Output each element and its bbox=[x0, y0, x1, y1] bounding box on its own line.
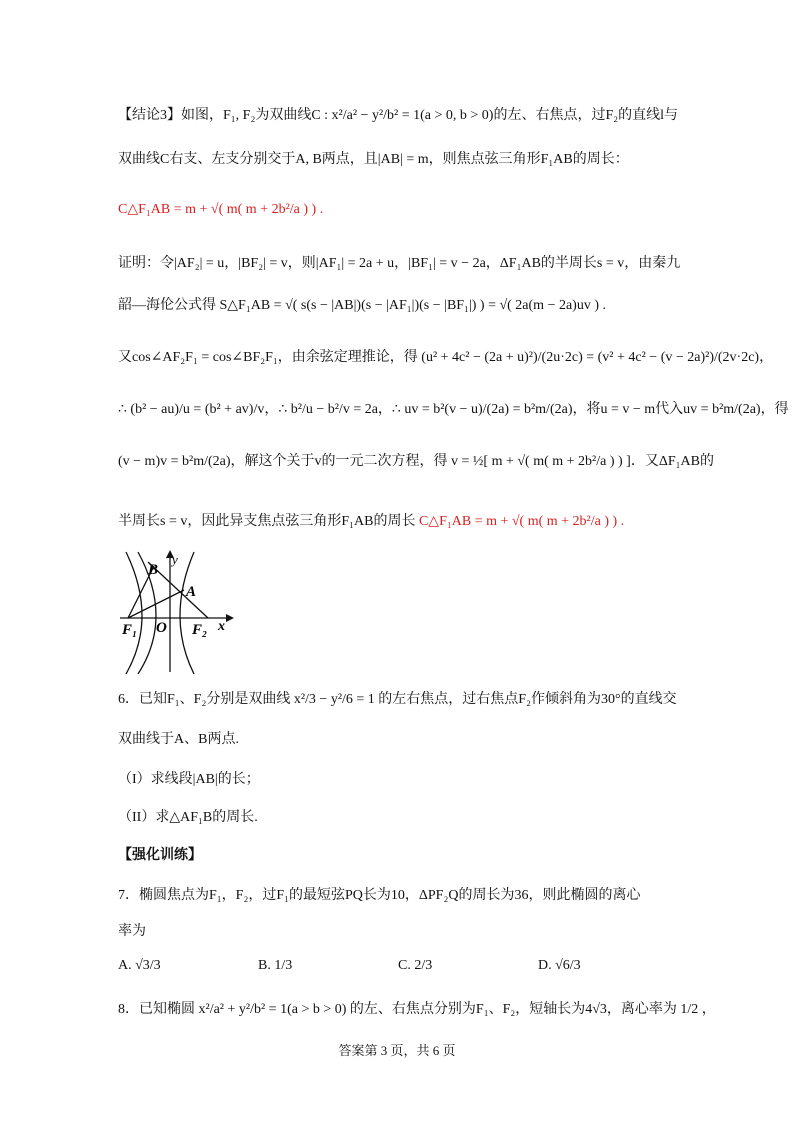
hyperbola-left-outer bbox=[126, 552, 142, 674]
proof-line-3: 又cos∠AF₂F₁ = cos∠BF₂F₁，由余弦定理推论，得 (u² + 4c² − (2a + u)²)/(2u·2c) = (v² + 4c² − (v − 2a)²)/(2v·2c)， bbox=[118, 350, 774, 365]
q7-line-1: 7．椭圆焦点为F₁，F₂，过F₁的最短弦PQ长为10，ΔPF₂Q的周长为36，则此椭圆的离心 bbox=[118, 888, 641, 903]
label-x: x bbox=[218, 619, 225, 634]
conclusion-line-1: 【结论3】如图，F₁, F₂为双曲线C : x²/a² − y²/b² = 1(a > 0, b > 0)的左、右焦点，过F₂的直线l与 bbox=[118, 108, 679, 123]
hyperbola-right-branch bbox=[180, 552, 197, 674]
label-B: B bbox=[148, 562, 159, 578]
conclusion-line-2: 双曲线C右支、左支分别交于A, B两点，且|AB| = m，则焦点弦三角形F₁AB的周长： bbox=[118, 152, 629, 167]
label-F1: F₁ bbox=[122, 622, 138, 638]
label-y: y bbox=[172, 552, 178, 567]
proof-line-6-formula: C△F₁AB = m + √( m( m + 2b²/a ) ) . bbox=[418, 514, 625, 529]
label-F2: F₂ bbox=[192, 622, 208, 638]
q6-line-1: 6．已知F₁、F₂分别是双曲线 x²/3 − y²/6 = 1 的左右焦点，过右焦点F₂作倾斜角为30°的直线交 bbox=[118, 692, 677, 707]
q7-line-2: 率为 bbox=[118, 924, 146, 939]
proof-line-4: ∴ (b² − au)/u = (b² + av)/v，∴ b²/u − b²/v = 2a，∴ uv = b²(v − u)/(2a) = b²m/(2a)，将u = v − m代入uv = b²m/(2a)，得 bbox=[118, 402, 789, 417]
proof-line-2: 韶—海伦公式得 S△F₁AB = √( s(s − |AB|)(s − |AF₁|)(s − |BF₁|) ) = √( 2a(m − 2a)uv ) . bbox=[118, 298, 607, 313]
q7-option-b: B. 1/3 bbox=[258, 958, 293, 973]
x-axis-arrow-icon bbox=[226, 614, 234, 622]
label-A: A bbox=[186, 584, 197, 600]
conclusion-formula: C△F₁AB = m + √( m( m + 2b²/a ) ) . bbox=[118, 202, 324, 217]
proof-line-6-text: 半周长s = v，因此异支焦点弦三角形F₁AB的周长 bbox=[118, 514, 416, 529]
q7-option-d: D. √6/3 bbox=[538, 958, 581, 973]
proof-line-6 bbox=[118, 512, 698, 532]
q7-option-c: C. 2/3 bbox=[398, 958, 433, 973]
proof-line-1: 证明：令|AF₂| = u，|BF₂| = v，则|AF₁| = 2a + u，|BF₁| = v − 2a，ΔF₁AB的半周长s = v，由秦九 bbox=[118, 256, 681, 271]
proof-line-5: (v − m)v = b²m/(2a)，解这个关于v的一元二次方程，得 v = ½[ m + √( m( m + 2b²/a ) ) ]．又ΔF₁AB的 bbox=[118, 454, 714, 469]
q7-option-a: A. √3/3 bbox=[118, 958, 161, 973]
q6-part-2: （II）求△AF₁B的周长. bbox=[118, 810, 258, 825]
page-footer: 答案第 3 页，共 6 页 bbox=[338, 1043, 456, 1058]
q6-part-1: （I）求线段|AB|的长； bbox=[118, 772, 260, 787]
hyperbola-figure bbox=[118, 548, 234, 674]
q8-line-1: 8．已知椭圆 x²/a² + y²/b² = 1(a > b > 0) 的左、右焦点分别为F₁、F₂，短轴长为4√3，离心率为 1/2 ， bbox=[118, 1002, 716, 1017]
q6-line-2: 双曲线于A、B两点. bbox=[118, 732, 239, 747]
label-O: O bbox=[156, 620, 167, 636]
training-heading: 【强化训练】 bbox=[118, 848, 202, 863]
